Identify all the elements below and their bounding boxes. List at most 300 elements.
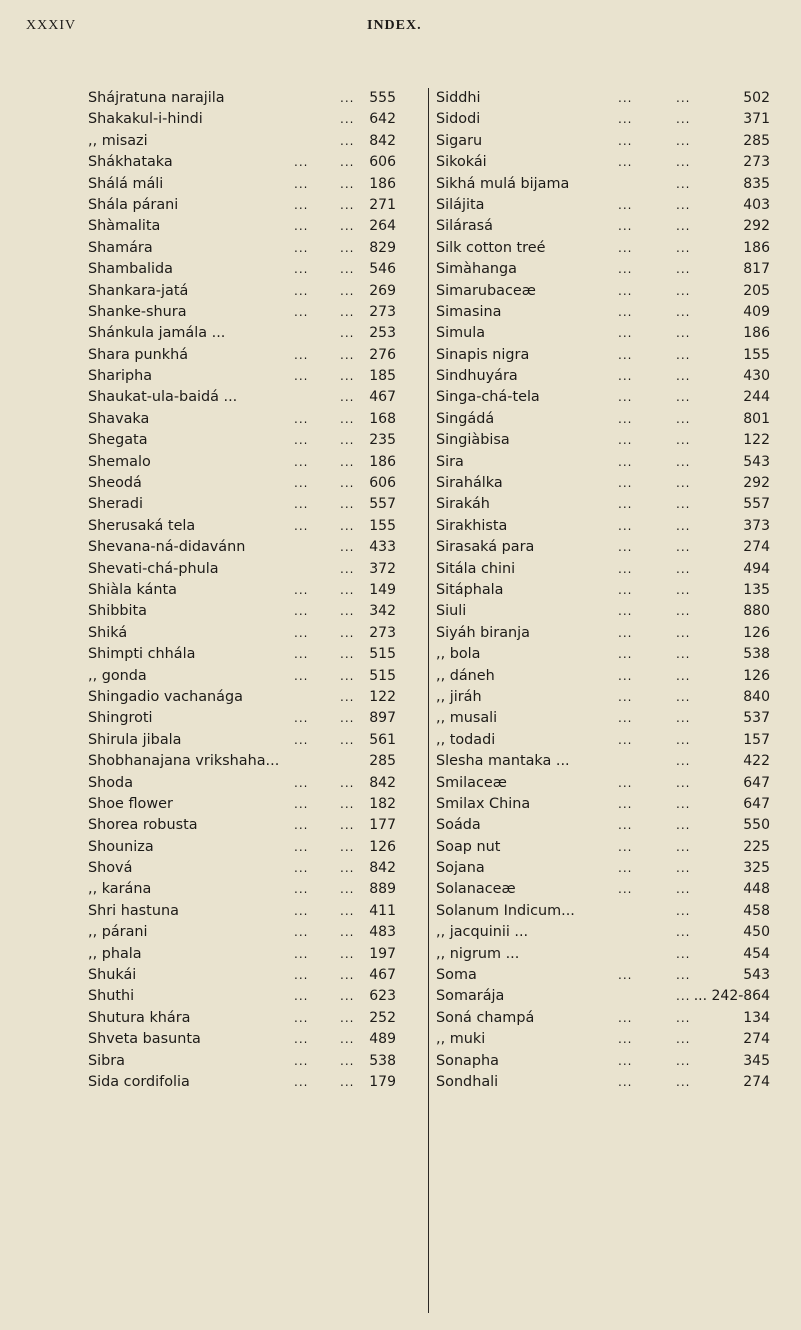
page-reference: 126 — [743, 667, 770, 684]
leader-dots: ... — [294, 861, 309, 876]
index-term: Shàmalita — [88, 218, 161, 235]
page-reference: 274 — [743, 1073, 770, 1090]
page-reference: 122 — [369, 688, 396, 705]
index-term: ,, misazi — [88, 132, 148, 149]
page-reference: 897 — [369, 710, 396, 727]
page-reference: 292 — [743, 475, 770, 492]
index-entry — [436, 1008, 782, 1029]
page-reference: 126 — [743, 624, 770, 641]
index-term: Singádá — [436, 410, 495, 427]
index-term: Smilaceæ — [436, 774, 507, 791]
index-entry — [88, 131, 424, 152]
page-reference: 467 — [369, 967, 396, 984]
leader-dots: ... — [676, 262, 691, 277]
leader-dots: ... — [294, 668, 309, 683]
page-reference: 135 — [743, 581, 770, 598]
page-reference: 325 — [743, 860, 770, 877]
page-reference: 538 — [743, 646, 770, 663]
page-reference: 276 — [369, 346, 396, 363]
leader-dots: ... — [340, 989, 355, 1004]
leader-dots: ... — [618, 882, 633, 897]
page-reference: 285 — [369, 753, 396, 770]
leader-dots: ... — [618, 625, 633, 640]
leader-dots: ... — [618, 668, 633, 683]
leader-dots: ... — [340, 91, 355, 105]
leader-dots: ... — [618, 369, 633, 384]
index-term: Shibbita — [88, 603, 147, 620]
leader-dots: ... — [618, 689, 633, 704]
index-entry — [88, 559, 424, 580]
index-term: Siuli — [436, 603, 467, 620]
index-entry — [88, 537, 424, 558]
leader-dots: ... — [618, 647, 633, 662]
page-reference: 409 — [743, 303, 770, 320]
leader-dots: ... — [294, 433, 309, 448]
page-reference: 835 — [743, 175, 770, 192]
leader-dots: ... — [676, 668, 691, 683]
leader-dots: ... — [676, 1053, 691, 1068]
page-reference: 557 — [743, 496, 770, 513]
index-entry — [436, 901, 782, 922]
leader-dots: ... — [294, 369, 309, 384]
leader-dots: ... — [294, 518, 309, 533]
leader-dots: ... — [618, 240, 633, 255]
index-term: ,, todadi — [436, 731, 496, 748]
page-reference: 430 — [743, 368, 770, 385]
page-reference: 543 — [743, 967, 770, 984]
index-entry — [88, 965, 424, 986]
page-reference: 555 — [369, 90, 396, 106]
leader-dots: ... — [340, 647, 355, 662]
index-term: Simasina — [436, 303, 502, 320]
leader-dots: ... — [340, 1010, 355, 1025]
page-reference: 269 — [369, 282, 396, 299]
index-term: Shorea robusta — [88, 817, 198, 834]
index-entry — [88, 88, 424, 109]
index-entry — [436, 623, 782, 644]
page-reference: 880 — [743, 603, 770, 620]
index-term: Sirakhista — [436, 517, 508, 534]
leader-dots: ... — [618, 112, 633, 127]
index-term: ,, gonda — [88, 667, 147, 684]
index-entry — [436, 195, 782, 216]
leader-dots: ... — [618, 91, 633, 105]
index-term: ,, párani — [88, 924, 148, 941]
index-term: Shegata — [88, 432, 148, 449]
leader-dots: ... — [294, 989, 309, 1004]
index-term: Sibra — [88, 1052, 126, 1069]
index-entry — [88, 473, 424, 494]
index-term: ,, muki — [436, 1031, 486, 1048]
index-term: Shara punkhá — [88, 346, 189, 363]
index-entry — [88, 259, 424, 280]
index-entry — [436, 430, 782, 451]
leader-dots: ... — [340, 262, 355, 277]
index-term: Shuthi — [88, 988, 135, 1005]
leader-dots: ... — [676, 711, 691, 726]
leader-dots: ... — [676, 818, 691, 833]
leader-dots: ... — [294, 796, 309, 811]
index-entry — [436, 751, 782, 772]
index-entry — [88, 879, 424, 900]
index-entry — [436, 837, 782, 858]
leader-dots: ... — [618, 497, 633, 512]
index-entry — [436, 238, 782, 259]
index-term: Shoda — [88, 774, 134, 791]
running-title: INDEX. — [367, 18, 422, 33]
leader-dots: ... — [676, 454, 691, 469]
index-term: Silájita — [436, 196, 485, 213]
leader-dots: ... — [618, 411, 633, 426]
index-term: ,, nigrum ... — [436, 945, 520, 962]
page-reference: 274 — [743, 1031, 770, 1048]
leader-dots: ... — [340, 390, 355, 405]
page-reference: 182 — [369, 795, 396, 812]
page-reference: 502 — [743, 90, 770, 106]
leader-dots: ... — [294, 839, 309, 854]
index-term: Simarubaceæ — [436, 282, 536, 299]
index-entry — [436, 815, 782, 836]
page-reference: 244 — [743, 389, 770, 406]
leader-dots: ... — [340, 775, 355, 790]
leader-dots: ... — [340, 946, 355, 961]
leader-dots: ... — [676, 946, 691, 961]
leader-dots: ... — [340, 476, 355, 491]
index-term: Singiàbisa — [436, 432, 510, 449]
index-term: Shutura khára — [88, 1009, 191, 1026]
index-entry — [436, 965, 782, 986]
index-term: Shingroti — [88, 710, 153, 727]
index-entry — [436, 559, 782, 580]
leader-dots: ... — [340, 240, 355, 255]
page-reference: 561 — [369, 731, 396, 748]
leader-dots: ... — [340, 326, 355, 341]
index-term: Sindhuyára — [436, 368, 518, 385]
index-entry — [88, 773, 424, 794]
page-reference: 448 — [743, 881, 770, 898]
leader-dots: ... — [340, 561, 355, 576]
page-reference: 345 — [743, 1052, 770, 1069]
leader-dots: ... — [294, 882, 309, 897]
index-entry — [88, 387, 424, 408]
leader-dots: ... — [676, 304, 691, 319]
leader-dots: ... — [294, 903, 309, 918]
page-reference: 489 — [369, 1031, 396, 1048]
leader-dots: ... — [676, 155, 691, 170]
index-term: Soap nut — [436, 838, 501, 855]
index-entry — [436, 366, 782, 387]
index-entry — [88, 109, 424, 130]
leader-dots: ... — [676, 133, 691, 148]
page-reference: 122 — [743, 432, 770, 449]
index-term: Simula — [436, 325, 486, 342]
index-entry — [436, 580, 782, 601]
index-entry — [436, 644, 782, 665]
leader-dots: ... — [676, 689, 691, 704]
index-entry — [88, 1029, 424, 1050]
leader-dots: ... — [340, 176, 355, 191]
page-reference: 225 — [743, 838, 770, 855]
page-reference: 252 — [369, 1009, 396, 1026]
page-reference: 186 — [743, 239, 770, 256]
leader-dots: ... — [618, 390, 633, 405]
index-entry — [88, 580, 424, 601]
leader-dots: ... — [676, 861, 691, 876]
leader-dots: ... — [340, 369, 355, 384]
index-term: Somarája — [436, 988, 505, 1005]
leader-dots: ... — [618, 454, 633, 469]
index-term: Shákhataka — [88, 154, 173, 171]
leader-dots: ... — [618, 197, 633, 212]
page-reference: 817 — [743, 261, 770, 278]
page-reference: 546 — [369, 261, 396, 278]
leader-dots: ... — [340, 1053, 355, 1068]
leader-dots: ... — [340, 625, 355, 640]
leader-dots: ... — [340, 925, 355, 940]
leader-dots: ... — [340, 433, 355, 448]
index-entry — [436, 281, 782, 302]
page-reference: 515 — [369, 667, 396, 684]
page-reference: 403 — [743, 196, 770, 213]
index-term: Silk cotton treé — [436, 239, 546, 256]
index-term: Shevana-ná-didavánn — [88, 539, 246, 556]
index-term: Shimpti chhála — [88, 646, 196, 663]
page-reference: 372 — [369, 560, 396, 577]
index-entry — [436, 387, 782, 408]
page-reference: 842 — [369, 132, 396, 149]
leader-dots: ... — [676, 518, 691, 533]
leader-dots: ... — [340, 711, 355, 726]
index-term: Shavaka — [88, 410, 150, 427]
index-entry — [88, 216, 424, 237]
leader-dots: ... — [294, 219, 309, 234]
index-entry — [88, 494, 424, 515]
index-entry — [88, 601, 424, 622]
index-entry — [88, 730, 424, 751]
index-term: Sira — [436, 453, 464, 470]
leader-dots: ... — [294, 968, 309, 983]
index-term: Soáda — [436, 817, 481, 834]
index-term: Sikhá mulá bijama — [436, 175, 570, 192]
page-reference: 829 — [369, 239, 396, 256]
page-reference: 494 — [743, 560, 770, 577]
leader-dots: ... — [676, 647, 691, 662]
index-entry — [88, 152, 424, 173]
index-entry — [88, 858, 424, 879]
index-entry — [88, 794, 424, 815]
page-reference: 273 — [369, 624, 396, 641]
page-reference: 538 — [369, 1052, 396, 1069]
leader-dots: ... — [676, 540, 691, 555]
leader-dots: ... — [676, 219, 691, 234]
leader-dots: ... — [294, 411, 309, 426]
page-reference: 515 — [369, 646, 396, 663]
leader-dots: ... — [618, 219, 633, 234]
page-reference: 273 — [743, 154, 770, 171]
index-term: ,, bola — [436, 646, 481, 663]
page-reference: 454 — [743, 945, 770, 962]
leader-dots: ... — [618, 968, 633, 983]
leader-dots: ... — [294, 925, 309, 940]
index-term: Siyáh biranja — [436, 624, 530, 641]
index-entry — [436, 494, 782, 515]
index-entry — [436, 879, 782, 900]
index-term: ,, karána — [88, 881, 152, 898]
leader-dots: ... — [618, 732, 633, 747]
leader-dots: ... — [294, 476, 309, 491]
leader-dots: ... — [340, 518, 355, 533]
index-term: Solanaceæ — [436, 881, 516, 898]
index-term: Sirahálka — [436, 475, 503, 492]
page-reference: 422 — [743, 753, 770, 770]
index-term: Slesha mantaka ... — [436, 753, 570, 770]
index-term: Shájratuna narajila — [88, 90, 225, 106]
leader-dots: ... — [340, 839, 355, 854]
index-term: ,, musali — [436, 710, 498, 727]
index-entry — [436, 858, 782, 879]
index-term: Simàhanga — [436, 261, 517, 278]
leader-dots: ... — [340, 582, 355, 597]
index-entry — [88, 1072, 424, 1093]
leader-dots: ... — [676, 582, 691, 597]
leader-dots: ... — [294, 1053, 309, 1068]
leader-dots: ... — [294, 497, 309, 512]
index-term: Sirasaká para — [436, 539, 535, 556]
index-entry — [88, 1008, 424, 1029]
leader-dots: ... — [676, 1074, 691, 1089]
index-term: Shoe flower — [88, 795, 173, 812]
leader-dots: ... — [618, 796, 633, 811]
leader-dots: ... — [676, 390, 691, 405]
leader-dots: ... — [618, 711, 633, 726]
page-reference: 889 — [369, 881, 396, 898]
page-reference: ... 242-864 — [693, 988, 770, 1005]
leader-dots: ... — [294, 262, 309, 277]
leader-dots: ... — [618, 155, 633, 170]
page-reference: 467 — [369, 389, 396, 406]
leader-dots: ... — [340, 689, 355, 704]
page-reference: 483 — [369, 924, 396, 941]
index-term: Smilax China — [436, 795, 531, 812]
index-term: Silárasá — [436, 218, 494, 235]
leader-dots: ... — [340, 219, 355, 234]
page-reference: 371 — [743, 111, 770, 128]
leader-dots: ... — [340, 668, 355, 683]
page-reference: 186 — [369, 175, 396, 192]
page-reference: 179 — [369, 1073, 396, 1090]
index-entry — [88, 281, 424, 302]
page-reference: 134 — [743, 1009, 770, 1026]
page-reference: 623 — [369, 988, 396, 1005]
page-reference: 271 — [369, 196, 396, 213]
index-term: Shingadio vachanága — [88, 688, 243, 705]
index-entry — [88, 623, 424, 644]
index-term: Sidodi — [436, 111, 481, 128]
index-term: Shaukat-ula-baidá ... — [88, 389, 238, 406]
page-reference: 801 — [743, 410, 770, 427]
index-entry — [436, 259, 782, 280]
leader-dots: ... — [618, 1053, 633, 1068]
leader-dots: ... — [618, 1074, 633, 1089]
index-entry — [88, 430, 424, 451]
page-reference: 606 — [369, 154, 396, 171]
leader-dots: ... — [676, 497, 691, 512]
index-entry — [88, 1051, 424, 1072]
index-entry — [88, 323, 424, 344]
index-term: Shevati-chá-phula — [88, 560, 219, 577]
leader-dots: ... — [618, 304, 633, 319]
index-term: Shambalida — [88, 261, 173, 278]
index-term: Sojana — [436, 860, 485, 877]
leader-dots: ... — [294, 176, 309, 191]
index-term: Shukái — [88, 967, 137, 984]
index-term: ,, dáneh — [436, 667, 495, 684]
index-term: Sitála chini — [436, 560, 516, 577]
index-entry — [436, 986, 782, 1007]
leader-dots: ... — [618, 561, 633, 576]
index-term: Shouniza — [88, 838, 154, 855]
page-reference: 253 — [369, 325, 396, 342]
index-term: Shri hastuna — [88, 902, 179, 919]
page-reference: 433 — [369, 539, 396, 556]
leader-dots: ... — [340, 732, 355, 747]
index-entry — [88, 986, 424, 1007]
leader-dots: ... — [676, 968, 691, 983]
leader-dots: ... — [618, 347, 633, 362]
leader-dots: ... — [618, 476, 633, 491]
leader-dots: ... — [676, 112, 691, 127]
index-entry — [436, 1072, 782, 1093]
leader-dots: ... — [294, 604, 309, 619]
index-term: Sida cordifolia — [88, 1073, 190, 1090]
index-entry — [88, 238, 424, 259]
leader-dots: ... — [340, 604, 355, 619]
index-term: Sirakáh — [436, 496, 490, 513]
leader-dots: ... — [294, 347, 309, 362]
index-entry — [88, 687, 424, 708]
leader-dots: ... — [676, 925, 691, 940]
index-entry — [88, 366, 424, 387]
leader-dots: ... — [340, 540, 355, 555]
leader-dots: ... — [676, 796, 691, 811]
leader-dots: ... — [340, 454, 355, 469]
leader-dots: ... — [618, 604, 633, 619]
leader-dots: ... — [340, 155, 355, 170]
leader-dots: ... — [676, 1010, 691, 1025]
page-reference: 642 — [369, 111, 396, 128]
index-term: Singa-chá-tela — [436, 389, 540, 406]
leader-dots: ... — [340, 197, 355, 212]
leader-dots: ... — [294, 582, 309, 597]
page-reference: 606 — [369, 475, 396, 492]
page-reference: 197 — [369, 945, 396, 962]
leader-dots: ... — [340, 112, 355, 127]
page-header — [0, 0, 801, 60]
leader-dots: ... — [676, 369, 691, 384]
page-reference: 840 — [743, 688, 770, 705]
leader-dots: ... — [340, 304, 355, 319]
index-entry — [88, 837, 424, 858]
index-term: Shiká — [88, 624, 128, 641]
index-column-left — [88, 88, 424, 1093]
leader-dots: ... — [294, 304, 309, 319]
leader-dots: ... — [294, 732, 309, 747]
leader-dots: ... — [294, 711, 309, 726]
leader-dots: ... — [294, 1010, 309, 1025]
index-entry — [436, 345, 782, 366]
leader-dots: ... — [618, 818, 633, 833]
index-entry — [88, 944, 424, 965]
